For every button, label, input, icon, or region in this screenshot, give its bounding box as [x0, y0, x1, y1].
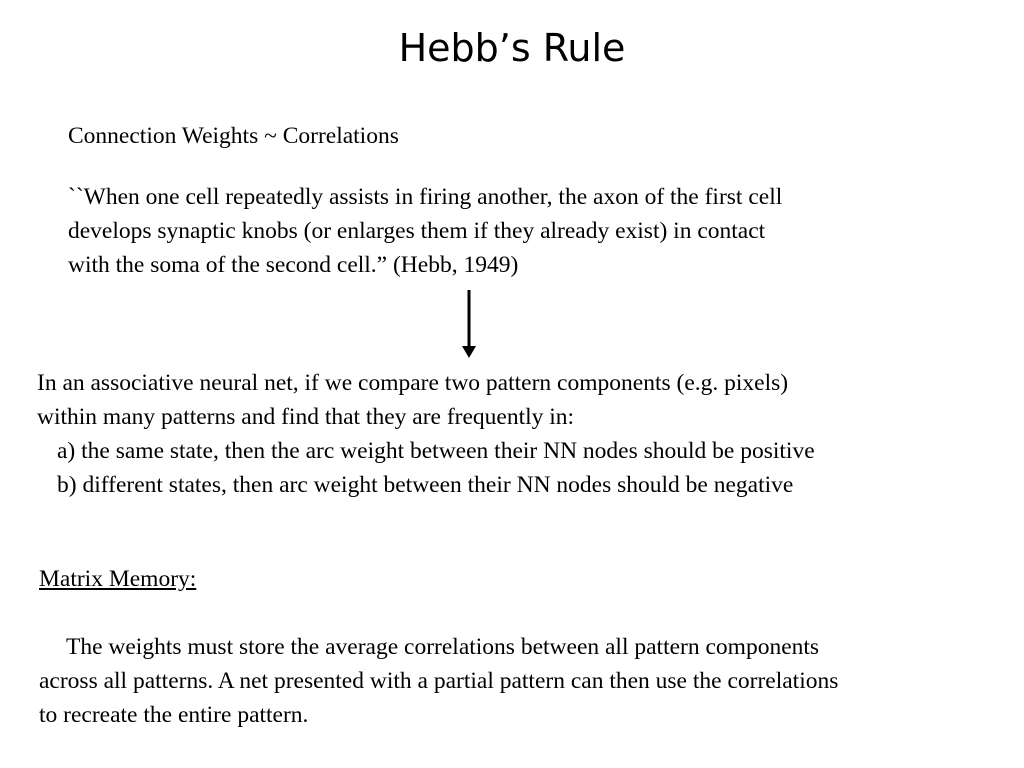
- quote-line: ``When one cell repeatedly assists in firing another, the axon of the first cell: [68, 184, 783, 210]
- assoc-line: within many patterns and find that they are frequently in:: [37, 404, 575, 430]
- matrix-line: to recreate the entire pattern.: [39, 702, 309, 728]
- matrix-memory-heading: Matrix Memory:: [39, 566, 197, 592]
- matrix-memory-text: [39, 630, 838, 732]
- assoc-item-a: a) the same state, then the arc weight between their NN nodes should be positive: [57, 438, 815, 464]
- assoc-line: In an associative neural net, if we compare two pattern components (e.g. pixels): [37, 370, 789, 396]
- quote-line: develops synaptic knobs (or enlarges them if they already exist) in contact: [68, 218, 766, 244]
- down-arrow-icon: [457, 290, 481, 360]
- slide-title: Hebb’s Rule: [398, 26, 626, 70]
- hebb-quote: [68, 180, 782, 282]
- matrix-line: across all patterns. A net presented with a partial pattern can then use the correlations: [39, 668, 839, 694]
- associative-net-text: [37, 366, 815, 502]
- subtitle: Connection Weights ~ Correlations: [68, 123, 399, 149]
- assoc-item-b: b) different states, then arc weight between their NN nodes should be negative: [57, 472, 794, 498]
- quote-line: with the soma of the second cell.” (Hebb, 1949): [68, 252, 519, 278]
- matrix-line: The weights must store the average correlations between all pattern components: [66, 634, 820, 660]
